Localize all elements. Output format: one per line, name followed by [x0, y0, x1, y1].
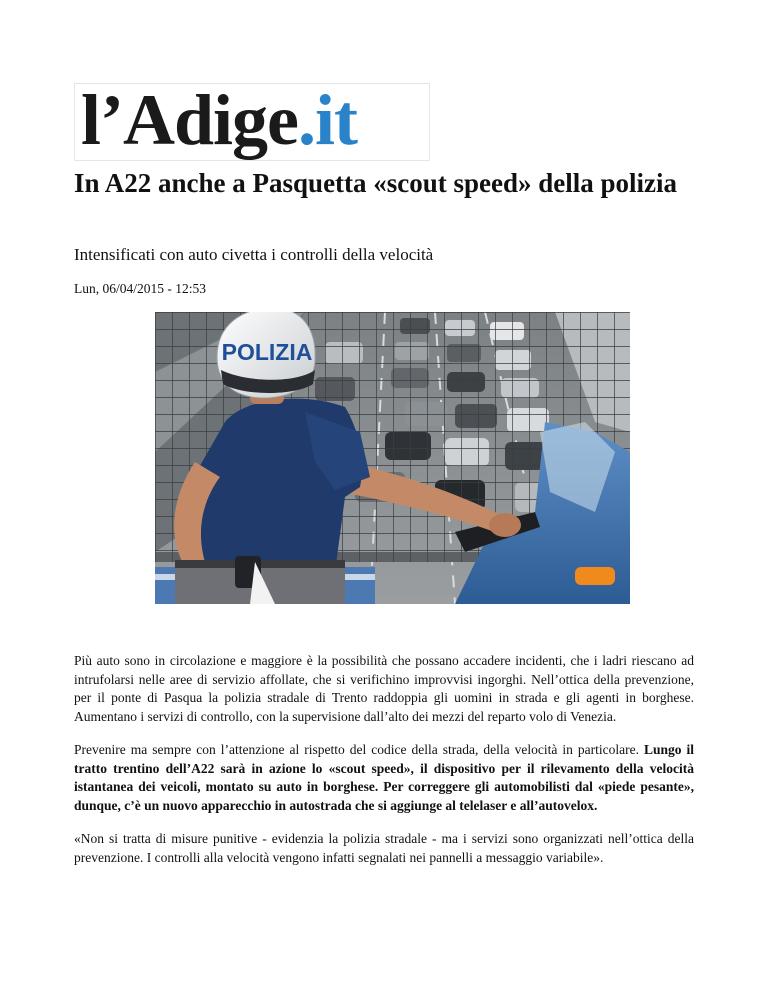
article-body	[74, 652, 694, 882]
article-paragraph-2-intro: Prevenire ma sempre con l’attenzione al rispetto del codice della strada, della velocità in particolare.	[74, 742, 644, 757]
article-photo	[155, 312, 630, 604]
police-officer-overpass-photo	[155, 312, 630, 604]
article-paragraph-2	[74, 741, 694, 815]
logo-dot: .	[297, 83, 315, 160]
article-dateline: Lun, 06/04/2015 - 12:53	[74, 281, 206, 296]
article-headline: In A22 anche a Pasquetta «scout speed» della polizia	[74, 168, 678, 198]
site-logo[interactable]	[74, 83, 430, 161]
helmet-label: POLIZIA	[221, 339, 313, 365]
logo-main-text: l’Adige	[81, 83, 298, 160]
article-subtitle: Intensificati con auto civetta i controlli della velocità	[74, 245, 434, 264]
logo-wordmark	[81, 83, 357, 161]
article-paragraph-2-bold: Lungo il tratto trentino dell’A22 sarà in azione lo «scout speed», il dispositivo per il rilevamento della velocità istantanea dei veicoli, montato su auto in borghese. Per correggere gli automobilisti dal «piede pesante», dunque, c’è un nuovo apparecchio in autostrada che si aggiunge al telelaser e all’autovelox.	[74, 742, 694, 813]
article-paragraph-1: Più auto sono in circolazione e maggiore è la possibilità che possano accadere incidenti, che i ladri riescano ad intrufolarsi nelle aree di servizio affollate, che si verifichino improvvisi ingorghi. Nell’ottica della prevenzione, per il ponte di Pasqua la polizia stradale di Trento raddoppia gli uomini in strada e gli agenti in borghese. Aumentano i servizi di controllo, con la supervisione dall’alto dei mezzi del reparto volo di Venezia.	[74, 653, 694, 724]
logo-tld-text: it	[314, 83, 357, 160]
article-paragraph-3: «Non si tratta di misure punitive - evidenzia la polizia stradale - ma i servizi sono organizzati nell’ottica della prevenzione. I controlli alla velocità vengono infatti segnalati nei pannelli a messaggio variabile».	[74, 831, 694, 865]
